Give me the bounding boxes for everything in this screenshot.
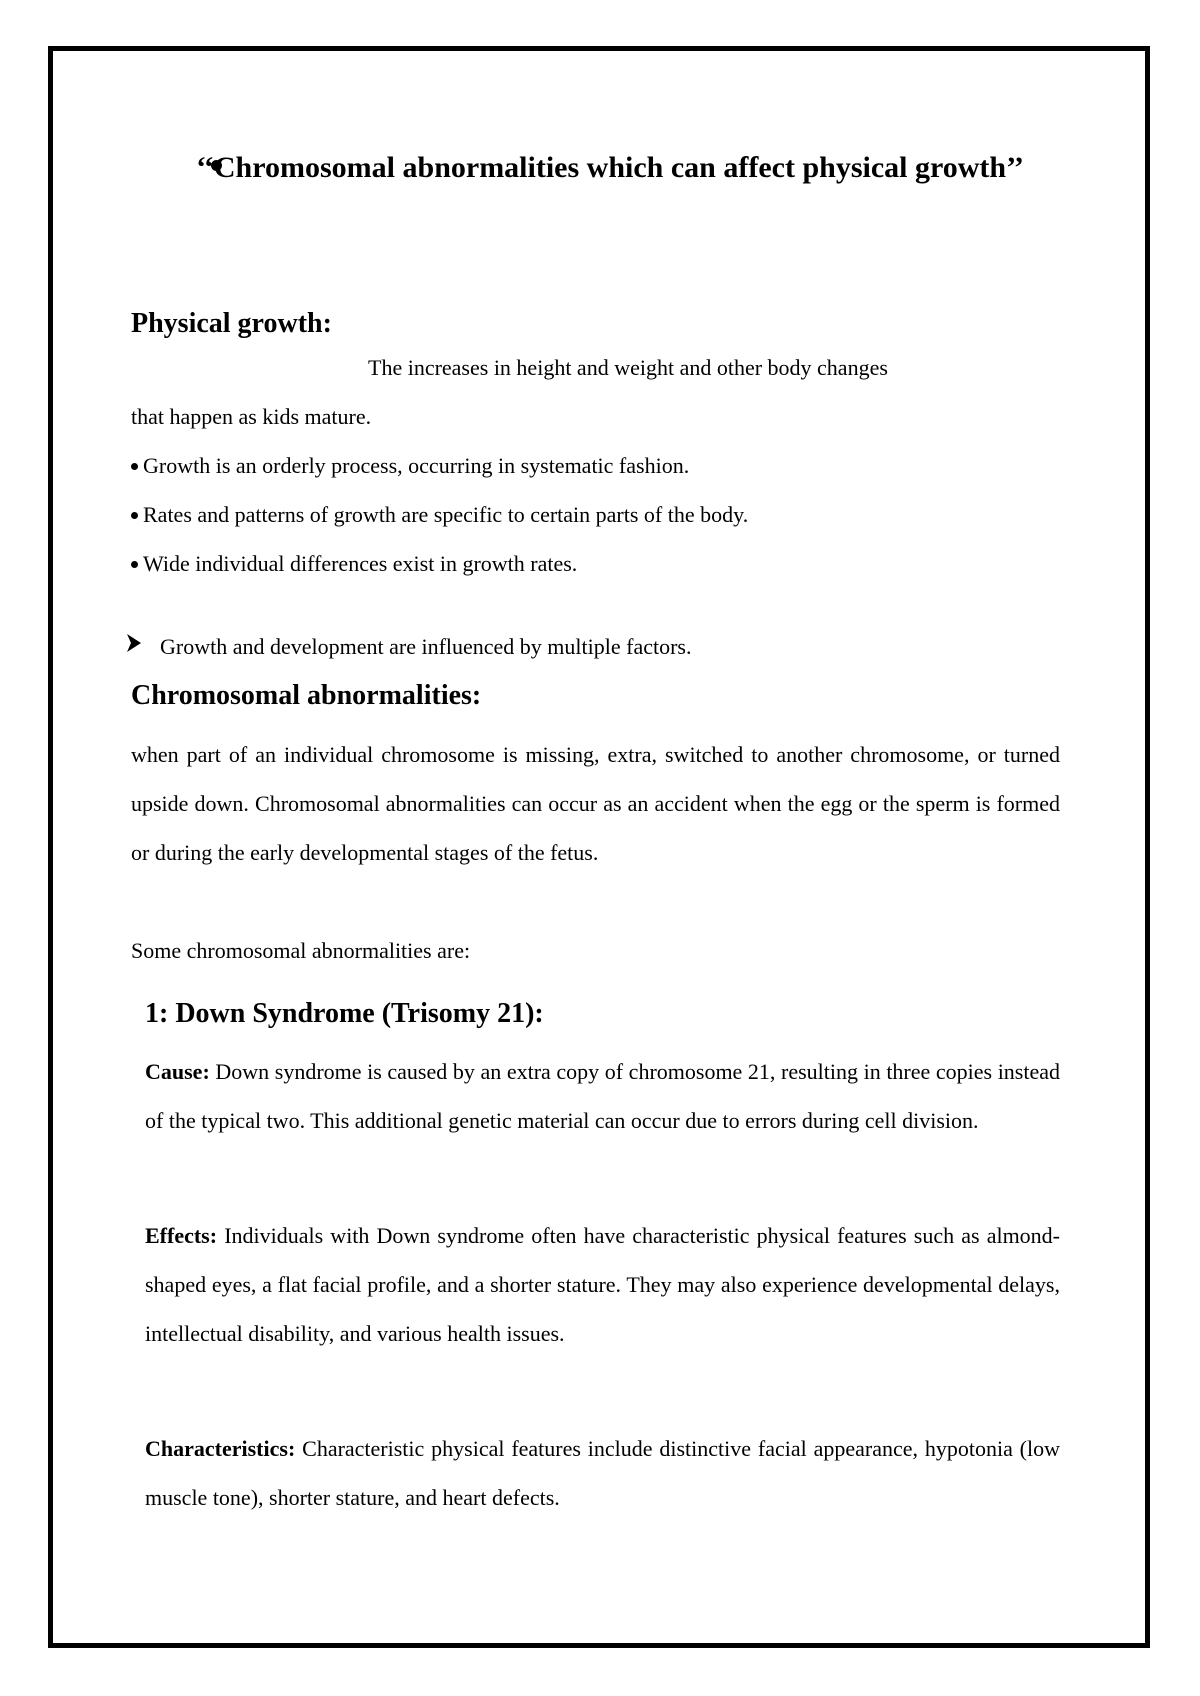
chromosomal-abnormalities-heading: Chromosomal abnormalities: (131, 680, 482, 711)
cause-paragraph (145, 1047, 1060, 1145)
chromosomal-paragraph: when part of an individual chromosome is missing, extra, switched to another chromosome, or turned upside down. Chromosomal abnormalities can occur as an accident when the egg or the sperm is formed or during the early developmental stages of the fetus. (131, 742, 1060, 865)
effects-text: Individuals with Down syndrome often have characteristic physical features such as almond-shaped eyes, a flat facial profile, and a shorter stature. They may also experience developmental delays, intellectual disability, and various health issues. (145, 1223, 1061, 1346)
arrow-bullet-icon (126, 633, 142, 653)
definition-line-1: The increases in height and weight and other body changes (368, 355, 888, 380)
bullet-icon (131, 561, 138, 568)
down-syndrome-heading: 1: Down Syndrome (Trisomy 21): (145, 998, 544, 1029)
bullet-item (131, 490, 748, 539)
effects-label: Effects: (145, 1223, 218, 1248)
bullet-item (131, 539, 577, 588)
chromosomal-intro: Some chromosomal abnormalities are: (131, 938, 471, 963)
bullet-icon (131, 512, 138, 519)
characteristics-text: Characteristic physical features include distinctive facial appearance, hypotonia (low muscle tone), shorter stature, and heart defects. (145, 1436, 1061, 1510)
bullet-item (131, 441, 689, 490)
bullet-text: Wide individual differences exist in growth rates. (143, 551, 578, 576)
bullet-text: Growth is an orderly process, occurring in systematic fashion. (143, 453, 690, 478)
characteristics-label: Characteristics: (145, 1436, 296, 1461)
bullet-text: Rates and patterns of growth are specific to certain parts of the body. (143, 502, 749, 527)
definition-line-2: that happen as kids mature. (131, 404, 372, 429)
effects-paragraph (145, 1211, 1060, 1358)
arrow-point-text: Growth and development are influenced by multiple factors. (160, 634, 692, 659)
bullet-icon (131, 463, 138, 470)
cause-text: Down syndrome is caused by an extra copy of chromosome 21, resulting in three copies instead of the typical two. This additional genetic material can occur due to errors during cell division. (145, 1059, 1061, 1133)
document-title: ‘‘Chromosomal abnormalities which can affect physical growth’’ (196, 151, 1024, 184)
characteristics-paragraph (145, 1424, 1060, 1522)
cause-label: Cause: (145, 1059, 210, 1084)
physical-growth-heading: Physical growth: (131, 308, 332, 339)
